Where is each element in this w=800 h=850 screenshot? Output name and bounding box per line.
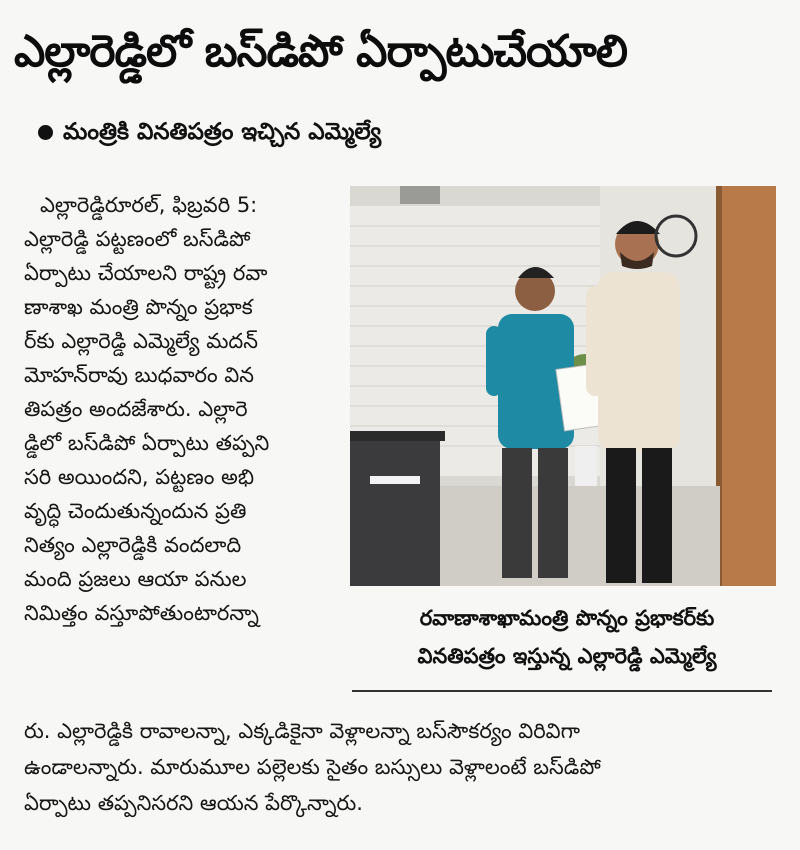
photo-caption-line: రవాణాశాఖామంత్రి పొన్నం ప్రభాకర్‌కు xyxy=(419,606,715,630)
caption-divider xyxy=(352,690,772,692)
headline: ఎల్లారెడ్డిలో బస్‌డిపో ఏర్పాటుచేయాలి xyxy=(14,26,628,77)
subheadline xyxy=(38,114,381,150)
article-line: ఎల్లారెడ్డిరూరల్, ఫిబ్రవరి 5: xyxy=(40,193,258,217)
article-line: ఉండాలన్నారు. మారుమూల పల్లెలకు సైతం బస్సులు వెళ్లాలంటే బస్‌డిపో xyxy=(24,755,601,779)
article-line: ణాశాఖ మంత్రి పొన్నం ప్రభాక xyxy=(24,295,253,319)
article-line: రు. ఎల్లారెడ్డికి రావాలన్నా, ఎక్కడికైనా వెళ్లాలన్నా బస్‌సౌకర్యం విరివిగా xyxy=(24,719,580,743)
article-line: నిత్యం ఎల్లారెడ్డికి వందలాది xyxy=(24,533,242,557)
bullet-icon xyxy=(38,125,53,140)
article-line: ఏర్పాటు తప్పనిసరని ఆయన పేర్కొన్నారు. xyxy=(24,791,363,815)
article-line: తిపత్రం అందజేశారు. ఎల్లారె xyxy=(24,397,248,421)
article-line: మోహన్‌రావు బుధవారం విన xyxy=(24,363,254,387)
photo-caption-line: వినతిపత్రం ఇస్తున్న ఎల్లారెడ్డి ఎమ్మెల్యే xyxy=(417,644,717,668)
article-line: ర్‌కు ఎల్లారెడ్డి ఎమ్మెల్యే మదన్ xyxy=(24,329,258,353)
photo-illustration xyxy=(350,186,776,586)
article-line: ఎల్లారెడ్డి పట్టణంలో బస్‌డిపో xyxy=(24,227,251,251)
article-line: సరి అయిందని, పట్టణం అభి xyxy=(24,465,255,489)
article-line: డ్డిలో బస్‌డిపో ఏర్పాటు తప్పని xyxy=(24,431,270,455)
news-photo xyxy=(350,186,776,586)
article-line: మంది ప్రజలు ఆయా పనుల xyxy=(24,567,247,591)
article-line: ఏర్పాటు చేయాలని రాష్ట్ర రవా xyxy=(24,261,268,285)
article-line: వృద్ధి చెందుతున్నందున ప్రతి xyxy=(24,499,247,523)
subheadline-text: మంత్రికి వినతిపత్రం ఇచ్చిన ఎమ్మెల్యే xyxy=(63,119,382,145)
article-line: నిమిత్తం వస్తూపోతుంటారన్నా xyxy=(24,601,259,625)
